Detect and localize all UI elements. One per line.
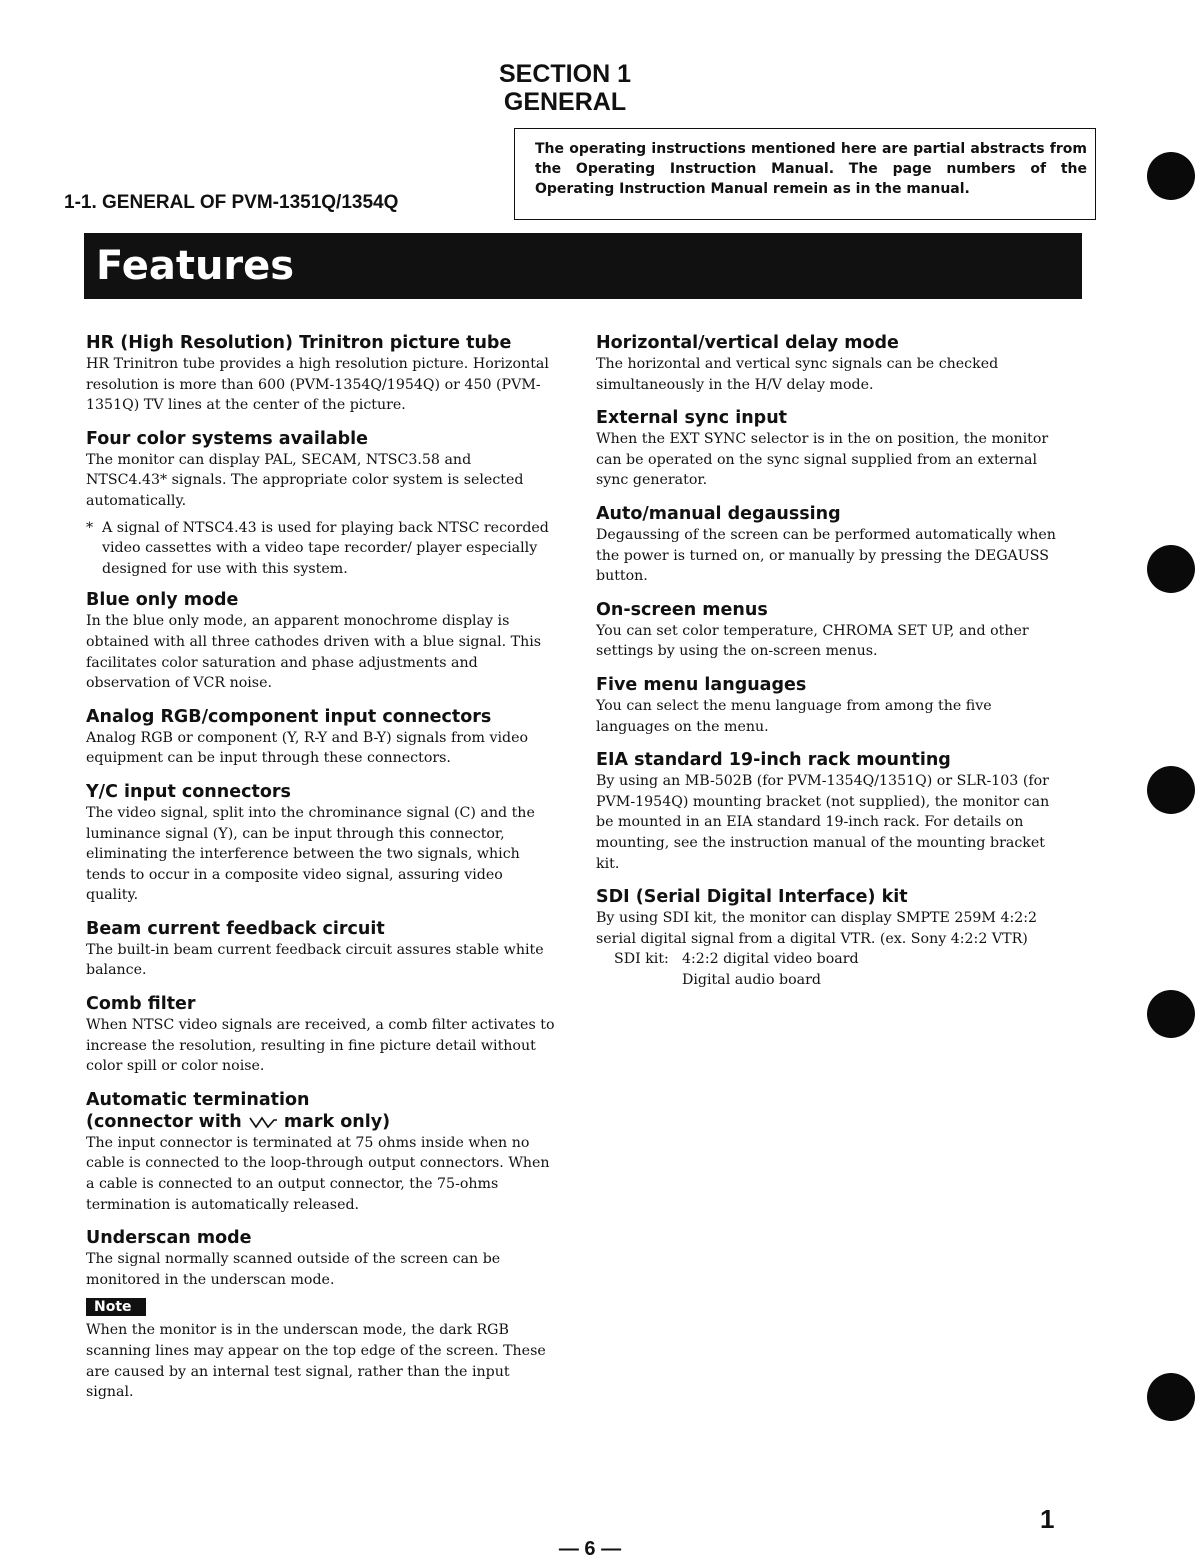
- feature-title-line2: [86, 1111, 556, 1133]
- feature-text: When the EXT SYNC selector is in the on position, the monitor can be operated on the sync signal supplied from an external sync generator.: [596, 431, 1049, 489]
- feature-degaussing: [596, 503, 1066, 587]
- feature-title: Horizontal/vertical delay mode: [596, 333, 899, 353]
- sdi-kit-row: [596, 949, 1066, 970]
- notice-box: The operating instructions mentioned here are partial abstracts from the Operating Instruction Manual. The page numbers of the Operating Instruction Manual remein as in the manual.: [514, 128, 1096, 220]
- feature-title: Five menu languages: [596, 674, 807, 695]
- feature-title: Automatic termination: [86, 1089, 310, 1110]
- feature-text: HR Trinitron tube provides a high resolution picture. Horizontal resolution is more than 600 (PVM-1354Q/1954Q) or 450 (PVM-1351Q) TV lines at the center of the picture.: [86, 356, 549, 414]
- feature-ext-sync: [596, 407, 1066, 491]
- title-part: mark only): [283, 1111, 391, 1132]
- feature-text: The video signal, split into the chrominance signal (C) and the luminance signal (Y), can be input through this connector, eliminating the interference between the two signals, which tends to occur in a composite video signal, assuring video quality.: [86, 804, 535, 904]
- binder-hole-icon: [1147, 1373, 1195, 1421]
- sdi-kit-item: Digital audio board: [682, 971, 821, 988]
- feature-text: Degaussing of the screen can be performed automatically when the power is turned on, or manually by pressing the DEGAUSS button.: [596, 526, 1056, 585]
- binder-hole-icon: [1147, 766, 1195, 814]
- feature-title: Four color systems available: [86, 428, 369, 449]
- sdi-kit-spacer: [596, 970, 682, 991]
- feature-title: Comb filter: [86, 994, 196, 1015]
- feature-blue-only: [86, 589, 556, 693]
- feature-title: SDI (Serial Digital Interface) kit: [596, 887, 908, 908]
- termination-mark-icon: [248, 1115, 278, 1129]
- banner-title: Features: [96, 243, 295, 289]
- feature-menu-languages: [596, 674, 1066, 737]
- feature-text: The monitor can display PAL, SECAM, NTSC3.58 and NTSC4.43* signals. The appropriate color system is selected automatically.: [86, 451, 524, 509]
- feature-title: Blue only mode: [86, 590, 239, 611]
- feature-text: You can set color temperature, CHROMA SET UP, and other settings by using the on-screen menus.: [596, 622, 1029, 660]
- feature-title: External sync input: [596, 408, 788, 429]
- feature-text: Analog RGB or component (Y, R-Y and B-Y) signals from video equipment can be input through these connectors.: [86, 729, 529, 767]
- binder-hole-icon: [1147, 990, 1195, 1038]
- title-part: (connector with: [86, 1111, 242, 1132]
- section-heading: [440, 60, 690, 116]
- right-column: [596, 332, 1066, 1002]
- feature-hv-delay: [596, 332, 1066, 395]
- feature-sdi-kit: [596, 886, 1066, 990]
- feature-title: Underscan mode: [86, 1228, 252, 1249]
- feature-title: Auto/manual degaussing: [596, 503, 841, 524]
- feature-auto-termination: [86, 1089, 556, 1215]
- feature-analog-rgb: [86, 706, 556, 769]
- feature-title: Analog RGB/component input connectors: [86, 706, 492, 727]
- page-number: 1: [1040, 1504, 1055, 1534]
- sdi-kit-item: 4:2:2 digital video board: [682, 951, 859, 968]
- feature-text: In the blue only mode, an apparent monochrome display is obtained with all three cathodes driven with a blue signal. This facilitates color saturation and phase adjustments and observation of VCR noise.: [86, 613, 542, 692]
- note-label: Note: [86, 1298, 146, 1316]
- feature-yc: [86, 781, 556, 906]
- feature-title: Beam current feedback circuit: [86, 918, 385, 939]
- sdi-kit-row: [596, 970, 1066, 991]
- feature-underscan: [86, 1227, 556, 1290]
- feature-text: The horizontal and vertical sync signals can be checked simultaneously in the H/V delay mode.: [596, 356, 999, 393]
- feature-text: The input connector is terminated at 75 ohms inside when no cable is connected to the loop-through output connectors. When a cable is connected to an output connector, the 75-ohms termination is automatically released.: [86, 1134, 550, 1213]
- binder-hole-icon: [1147, 152, 1195, 200]
- feature-title: Y/C input connectors: [86, 781, 291, 802]
- feature-hr: [86, 332, 556, 416]
- feature-text: You can select the menu language from among the five languages on the menu.: [596, 697, 992, 735]
- footer-page-number: — 6 —: [558, 1538, 622, 1560]
- footnote-marker: *: [86, 519, 94, 536]
- feature-title: EIA standard 19-inch rack mounting: [596, 750, 951, 771]
- section-number: SECTION 1: [499, 60, 631, 88]
- feature-on-screen-menus: [596, 599, 1066, 662]
- feature-text: By using an MB-502B (for PVM-1354Q/1351Q) or SLR-103 (for PVM-1954Q) mounting bracket (not supplied), the monitor can be mounted in an EIA standard 19-inch rack. For details on mounting, see the instruction manual of the mounting bracket kit.: [596, 773, 1050, 872]
- footnote: [86, 518, 556, 580]
- feature-text: The built-in beam current feedback circuit assures stable white balance.: [86, 941, 544, 979]
- feature-text: The signal normally scanned outside of the screen can be monitored in the underscan mode.: [86, 1251, 501, 1288]
- feature-comb-filter: [86, 993, 556, 1077]
- feature-text: When NTSC video signals are received, a comb filter activates to increase the resolution, resulting in fine picture detail without color spill or color noise.: [86, 1017, 555, 1075]
- subsection-title: 1-1. GENERAL OF PVM-1351Q/1354Q: [64, 192, 399, 213]
- note-text: When the monitor is in the underscan mode, the dark RGB scanning lines may appear on the top edge of the screen. These are caused by an internal test signal, rather than the input signal.: [86, 1322, 546, 1401]
- feature-color-systems: [86, 428, 556, 512]
- feature-beam-current: [86, 918, 556, 981]
- section-title: GENERAL: [503, 88, 627, 116]
- feature-rack-mounting: [596, 749, 1066, 874]
- feature-text: By using SDI kit, the monitor can display SMPTE 259M 4:2:2 serial digital signal from a digital VTR. (ex. Sony 4:2:2 VTR): [596, 910, 1038, 947]
- footnote-text: A signal of NTSC4.43 is used for playing back NTSC recorded video cassettes with a video tape recorder/ player especially designed for use with this system.: [102, 519, 549, 577]
- features-banner: [84, 233, 1082, 299]
- feature-title: HR (High Resolution) Trinitron picture tube: [86, 333, 512, 353]
- sdi-kit-label: SDI kit:: [614, 951, 669, 968]
- binder-hole-icon: [1147, 545, 1195, 593]
- left-column: [86, 332, 556, 1403]
- feature-title: On-screen menus: [596, 599, 768, 620]
